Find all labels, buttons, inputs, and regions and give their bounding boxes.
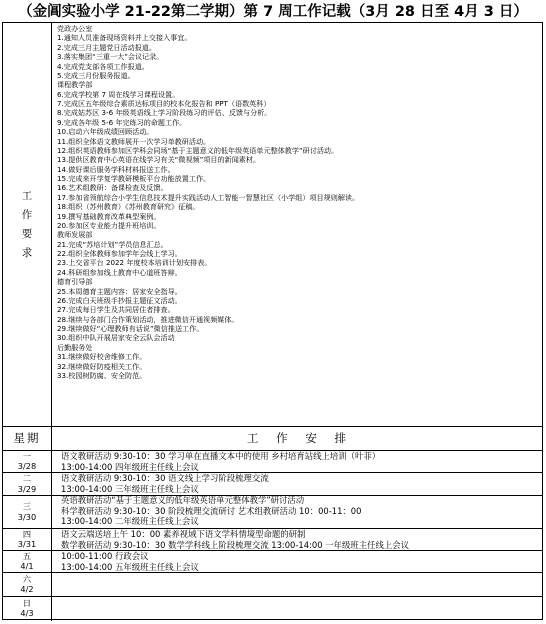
list-item: 7.完成区五年级综合素质达标项目的校本化报告和 PPT（语数英科） — [57, 99, 271, 108]
weekday-column-header: 星期 — [13, 431, 41, 445]
schedule-line: 10:00-11:00 行政会议 — [61, 551, 149, 561]
row-divider — [3, 596, 542, 597]
weekday-date: 3/29 — [17, 483, 37, 494]
work-record-table — [2, 22, 543, 620]
weekday-cell-friday — [3, 550, 51, 572]
list-item: 17.参加省领航综合小学生信息技术提升实践活动人工智能一智慧社区（小学组）项目规则解读。 — [57, 192, 360, 202]
weekday-cell-saturday — [3, 572, 51, 596]
requirements-label-char: 作 — [21, 208, 33, 221]
list-item: 16.艺术组教研：备课检查及反馈。 — [57, 183, 168, 193]
list-item: 19.撰写基础教育改革典型案例。 — [57, 211, 161, 221]
weekday-cell-thursday — [3, 528, 51, 550]
list-item: 2.完成三月主题党日活动报道。 — [57, 42, 156, 52]
list-item: 27.完成每日学生及共同居住者排查。 — [57, 305, 175, 315]
schedule-line: 13:00-14:00 五年级班主任线上会议 — [61, 561, 199, 572]
list-item: 21.完成“苏培计划”学员信息汇总。 — [57, 239, 168, 249]
schedule-line: 13:00-14:00 三年级班主任线上会议 — [61, 483, 199, 494]
list-item: 教师发展部 — [57, 230, 93, 240]
list-item: 10.启动六年级成绩回顾活动。 — [57, 127, 154, 137]
weekday-date: 4/1 — [20, 561, 34, 571]
list-item: 14.做好课后服务学科材料报送工作。 — [57, 164, 175, 174]
requirements-label — [3, 23, 51, 426]
weekday-name: 三 — [22, 501, 32, 511]
schedule-line: 语文教研活动 9:30-10：30 学习单在直播文本中的使用 乡村培育站线上培训（叶菲） — [61, 451, 381, 461]
list-item: 8.完成姑苏区 3-6 年级英语线上学习阶段练习的评估、反馈与分析。 — [57, 108, 272, 118]
schedule-cell-tuesday — [61, 473, 541, 494]
list-item: 12.组织英语教师参加区学科会同场“基于主题意义的低年级英语单元整体教学”研讨活动。 — [57, 145, 339, 155]
requirements-list — [57, 24, 541, 380]
weekday-name: 二 — [22, 473, 32, 483]
list-item: 18.组织（苏州教育）《苏州教育研究》征稿。 — [57, 202, 200, 212]
schedule-cell-friday — [61, 551, 541, 572]
list-item: 后勤服务处 — [57, 342, 93, 352]
schedule-line: 科学教研活动 9:30-10：30 阶段梳理交流研讨 艺术组教研活动 10：00-11：00 — [61, 505, 362, 516]
schedule-line: 数学教研活动 9:30-10：30 数学学科线上阶段梳理交流 13:00-14:00 一年级班主任线上会议 — [61, 539, 409, 550]
list-item: 9.完成各年级 5-6 年完练习的命题工作。 — [57, 117, 187, 127]
list-item: 13.提供区教育中心英语在线学习有关“微视频”项目的新闻素材。 — [57, 155, 261, 165]
weekday-cell-wednesday — [3, 495, 51, 528]
requirements-label-char: 工 — [21, 189, 33, 202]
list-item: 1.通知人员准备现场资料并上交接入事宜。 — [57, 33, 192, 43]
list-item: 23.上交省平台 2022 年度校本培训计划安排表。 — [57, 258, 212, 268]
weekday-cell-monday — [3, 450, 51, 472]
weekday-date: 4/3 — [20, 608, 34, 618]
page-title: （金阊实验小学 21-22第二学期）第 7 周工作记载（3月 28 日至 4月 3 日） — [18, 4, 528, 20]
schedule-cell-thursday — [61, 529, 541, 550]
weekday-date: 4/2 — [20, 584, 34, 594]
schedule-cell-monday — [61, 451, 541, 472]
schedule-column-header: 工 作 安 排 — [247, 431, 346, 445]
requirements-label-char: 求 — [21, 246, 33, 259]
list-item: 德育引导部 — [57, 277, 93, 287]
requirements-label-char: 要 — [21, 227, 33, 240]
column-divider — [51, 23, 52, 621]
weekday-cell-sunday — [3, 596, 51, 620]
weekday-date: 3/30 — [17, 511, 37, 522]
weekday-name: 五 — [22, 550, 32, 561]
list-item: 3.落实集团“三重一大”会议记录。 — [57, 52, 164, 62]
list-item: 党政办公室 — [57, 24, 93, 33]
list-item: 15.完成来开学复学教研模板平台功能放置工作。 — [57, 174, 211, 183]
weekday-name: 日 — [22, 597, 32, 608]
list-item: 4.完成党支部各项工作报道。 — [57, 61, 149, 71]
schedule-line: 13:00-14:00 二年级班主任线上会议 — [61, 516, 199, 527]
list-item: 31.继续做好校舍维修工作。 — [57, 352, 147, 362]
list-item: 26.完成白天班级手抄报主题征文活动。 — [57, 295, 182, 305]
schedule-line: 英语教研活动“基于主题意义的低年级英语单元整体教学”研讨活动 — [61, 495, 305, 505]
list-item: 25.本周德育主题内容：居家安全指导。 — [57, 286, 182, 296]
weekday-name: 六 — [22, 573, 32, 584]
list-item: 22.组织全体教师参加学年会线上学习。 — [57, 249, 182, 258]
weekday-cell-tuesday — [3, 472, 51, 495]
weekday-date: 3/31 — [17, 539, 37, 549]
schedule-line: 语文云端送培上午 10：00 素养视域下语文学科情境型命题的研制 — [61, 529, 306, 539]
list-item: 20.参加区专业能力提升班培训。 — [57, 220, 161, 230]
list-item: 30.组织中队开展居家安全云队会活动 — [57, 333, 175, 343]
list-item: 33.校园树防腐、安全防范。 — [57, 370, 147, 380]
weekday-name: 四 — [22, 528, 32, 539]
schedule-line: 13:00-14:00 四年级班主任线上会议 — [61, 461, 199, 472]
list-item: 29.继续做好“心理教师有话说”微信推送工作。 — [57, 324, 204, 333]
list-item: 28.继续与各部门合作策划活动，推进微信开通视频媒体。 — [57, 314, 239, 324]
schedule-cell-wednesday — [61, 495, 541, 527]
weekday-name: 一 — [22, 450, 32, 461]
list-item: 11.组织全体语文教师展开一次学习单教研活动。 — [57, 136, 211, 146]
schedule-line: 语文教研活动 9:30-10：30 语文线上学习阶段梳理交流 — [61, 473, 269, 483]
weekday-date: 3/28 — [17, 461, 37, 471]
list-item: 课程教学部 — [57, 80, 93, 90]
list-item: 5.完成三月份服务报道。 — [57, 70, 135, 80]
list-item: 32.继续做好防疫相关工作。 — [57, 361, 147, 371]
list-item: 6.完成学校第 7 周在线学习课程设置。 — [57, 89, 180, 99]
list-item: 24.科研组参加线上教育中心道班答辩。 — [57, 267, 182, 277]
